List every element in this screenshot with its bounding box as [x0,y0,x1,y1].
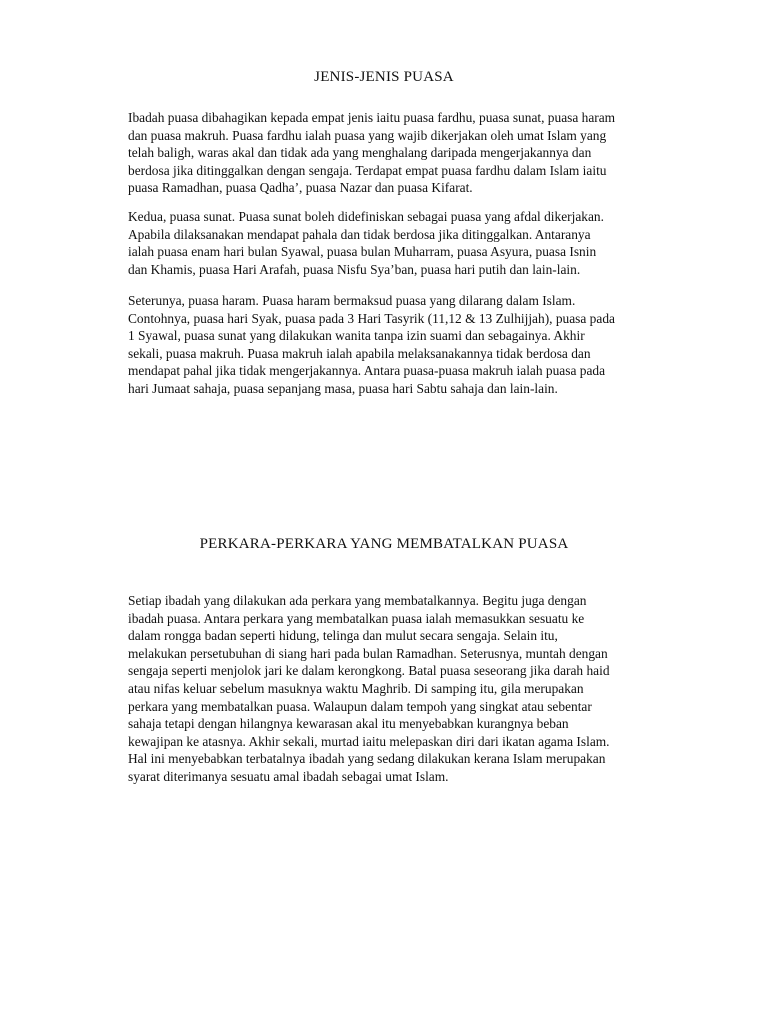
text-line: sekali, puasa makruh. Puasa makruh ialah apabila melaksanakannya tidak berdosa dan [128,345,591,361]
paragraph-puasa-sunat [128,208,703,278]
text-line: sahaja tetapi dengan hilangnya kewarasan akal itu menyebabkan kurangnya beban [128,716,569,732]
text-line: kewajipan ke atasnya. Akhir sekali, murtad iaitu melepaskan diri dari ikatan agama Islam. [128,733,610,749]
text-line: ibadah puasa. Antara perkara yang membatalkan puasa ialah memasukkan sesuatu ke [128,610,585,626]
text-line: Apabila dilaksanakan mendapat pahala dan tidak berdosa jika ditinggalkan. Antaranya [128,226,591,242]
paragraph-puasa-haram-makruh [128,292,703,398]
paragraph-membatalkan-puasa [128,592,703,786]
text-line: hari Jumaat sahaja, puasa sepanjang masa, puasa hari Sabtu sahaja dan lain-lain. [128,380,558,396]
text-line: Setiap ibadah yang dilakukan ada perkara yang membatalkannya. Begitu juga dengan [128,593,587,608]
text-line: Contohnya, puasa hari Syak, puasa pada 3 Hari Tasyrik (11,12 & 13 Zulhijjah), puasa pada [128,310,615,326]
section-title-jenis-jenis-puasa: JENIS-JENIS PUASA [314,69,454,85]
text-line: dan puasa makruh. Puasa fardhu ialah puasa yang wajib dikerjakan oleh umat Islam yang [128,127,607,143]
text-line: Seterunya, puasa haram. Puasa haram bermaksud puasa yang dilarang dalam Islam. [128,293,576,308]
text-line: berdosa jika ditinggalkan dengan sengaja. Terdapat empat puasa fardhu dalam Islam iaitu [128,162,607,178]
text-line: dan Khamis, puasa Hari Arafah, puasa Nisfu Sya’ban, puasa hari putih dan lain-lain. [128,261,581,277]
text-line: puasa Ramadhan, puasa Qadha’, puasa Nazar dan puasa Kifarat. [128,180,473,196]
text-line: dalam rongga badan seperti hidung, telinga dan mulut secara sengaja. Selain itu, [128,628,558,644]
section-title-perkara-membatalkan-puasa: PERKARA-PERKARA YANG MEMBATALKAN PUASA [199,536,569,552]
text-line: sengaja seperti menjolok jari ke dalam kerongkong. Batal puasa seseorang jika darah haid [128,663,610,679]
text-line: melakukan persetubuhan di siang hari pada bulan Ramadhan. Seterusnya, muntah dengan [128,645,608,661]
text-line: telah baligh, waras akal dan tidak ada yang menghalang daripada mengerjakannya dan [128,145,592,161]
text-line: mendapat pahal jika tidak mengerjakannya. Antara puasa-puasa makruh ialah puasa pada [128,363,606,379]
text-line: atau nifas keluar sebelum masuknya waktu Maghrib. Di samping itu, gila merupakan [128,680,584,696]
text-line: 1 Syawal, puasa sunat yang dilakukan wanita tanpa izin suami dan sebagainya. Akhir [128,328,585,344]
paragraph-jenis-puasa [128,109,703,197]
text-line: Kedua, puasa sunat. Puasa sunat boleh didefiniskan sebagai puasa yang afdal dikerjakan. [128,209,604,224]
text-line: Ibadah puasa dibahagikan kepada empat jenis iaitu puasa fardhu, puasa sunat, puasa haram [128,110,616,125]
text-line: Hal ini menyebabkan terbatalnya ibadah yang sedang dilakukan kerana Islam merupakan [128,751,606,767]
text-line: syarat diterimanya sesuatu amal ibadah sebagai umat Islam. [128,768,449,784]
text-line: perkara yang membatalkan puasa. Walaupun dalam tempoh yang singkat atau sebentar [128,698,592,714]
text-line: ialah puasa enam hari bulan Syawal, puasa bulan Muharram, puasa Asyura, puasa Isnin [128,244,597,260]
